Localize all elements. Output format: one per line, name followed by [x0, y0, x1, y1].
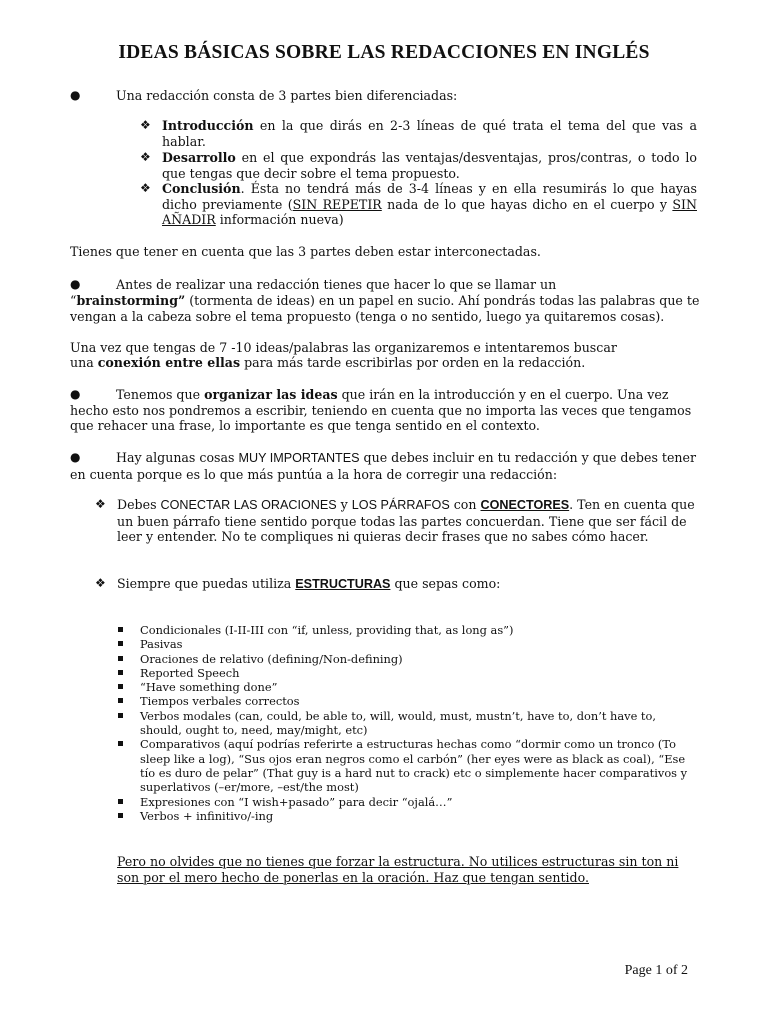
square-bullet-icon — [118, 684, 123, 689]
diamond-bullet-icon: ❖ — [95, 497, 106, 511]
paragraph-text: con — [449, 497, 481, 512]
paragraph-text: Hay algunas cosas — [116, 450, 239, 465]
list-item: Condicionales (I-II-III con “if, unless, providing that, as long as”) — [118, 623, 688, 637]
paragraph-organize — [70, 387, 700, 434]
diamond-bullet-icon: ❖ — [140, 118, 151, 132]
paragraph-text: que sepas como: — [390, 576, 501, 591]
paragraph-parts-intro: Una redacción consta de 3 partes bien diferenciadas: — [116, 88, 458, 103]
part-label: Introducción — [162, 118, 254, 133]
paragraph-brainstorm — [70, 293, 700, 324]
caps-text: CONECTAR LAS ORACIONES — [160, 498, 337, 512]
part-text: nada de lo que hayas dicho en el cuerpo y — [381, 196, 673, 212]
part-introduccion — [162, 118, 697, 149]
bold-underlined-term: CONECTORES — [480, 498, 570, 512]
square-bullet-icon — [118, 627, 123, 632]
part-desarrollo — [162, 150, 697, 181]
list-item: “Have something done” — [118, 680, 688, 694]
bullet-dot: ● — [70, 88, 81, 102]
paragraph-connection — [70, 355, 700, 371]
square-bullet-icon — [118, 799, 123, 804]
diamond-bullet-icon: ❖ — [140, 181, 151, 195]
bullet-dot: ● — [70, 277, 81, 291]
list-item: Oraciones de relativo (defining/Non-defining) — [118, 652, 688, 666]
list-item: Expresiones con “I wish+pasado” para decir “ojalá…” — [118, 795, 688, 809]
part-text: información nueva) — [215, 212, 344, 228]
bold-term: organizar las ideas — [204, 387, 338, 402]
diamond-bullet-icon: ❖ — [140, 150, 151, 164]
page-number: Page 1 of 2 — [624, 963, 688, 978]
underlined-text: SIN REPETIR — [292, 196, 382, 212]
list-item: Verbos + infinitivo/-ing — [118, 809, 688, 823]
diamond-bullet-icon: ❖ — [95, 576, 106, 590]
paragraph-text: Debes — [117, 497, 161, 512]
paragraph-text: (tormenta de ideas) en un papel en sucio. Ahí pondrás todas las palabras que te vengan a la cabeza sobre el tema propuesto (tenga o no sentido, luego ya quitaremos cosas). — [70, 293, 700, 324]
document-title: IDEAS BÁSICAS SOBRE LAS REDACCIONES EN INGLÉS — [118, 42, 650, 63]
square-bullet-icon — [118, 698, 123, 703]
list-item: Pasivas — [118, 637, 688, 651]
bold-underlined-term: ESTRUCTURAS — [295, 577, 391, 591]
square-bullet-icon — [118, 713, 123, 718]
paragraph-connectors — [117, 497, 697, 545]
list-item: Verbos modales (can, could, be able to, will, would, must, mustn’t, have to, don’t have to, should, ought to, need, may/might, etc) — [118, 709, 688, 738]
paragraph-structures — [117, 576, 697, 593]
paragraph-text: una — [70, 355, 98, 370]
paragraph-text: y — [336, 497, 352, 512]
bullet-dot: ● — [70, 387, 81, 401]
square-bullet-icon — [118, 656, 123, 661]
paragraph-ideas-count: Una vez que tengas de 7 -10 ideas/palabras las organizaremos e intentaremos buscar — [70, 340, 617, 355]
paragraph-text: para más tarde escribirlas por orden en la redacción. — [240, 355, 586, 370]
bold-term: conexión entre ellas — [97, 355, 241, 370]
list-item: Comparativos (aquí podrías referirte a estructuras hechas como “dormir como un tronco (To sleep like a log), “Sus ojos eran negros como el carbón” (her eyes were as black as coal), “Ese tío es duro de pelar” (That guy is a hard nut to crack) etc o simplemente hacer comparativos y superlativos (–er/more, –est/the most) — [118, 737, 688, 794]
bold-term: brainstorming” — [76, 293, 186, 308]
paragraph-important — [70, 450, 700, 482]
structures-list — [118, 623, 688, 823]
underlined-text: SIN AÑADIR — [162, 196, 697, 228]
part-text: en el que expondrás las ventajas/desventajas, pros/contras, o todo lo que tengas que decir sobre el tema propuesto. — [162, 150, 697, 181]
paragraph-text: . Ten en cuenta que un buen párrafo tiene sentido porque todas las partes concuerdan. Tiene que ser fácil de leer y entender. No te compliques ni quieras decir frases que no sabes cómo hacer. — [117, 497, 695, 545]
paragraph-interconnect: Tienes que tener en cuenta que las 3 partes deben estar interconectadas. — [70, 244, 541, 259]
quote-mark: “ — [70, 293, 77, 308]
paragraph-text: Siempre que puedas utiliza — [117, 576, 296, 591]
part-label: Desarrollo — [162, 150, 236, 165]
part-label: Conclusión — [162, 181, 241, 196]
part-text: . Ésta no tendrá más de 3-4 líneas y en ella resumirás lo que hayas dicho previamente ( — [162, 181, 697, 212]
square-bullet-icon — [118, 741, 123, 746]
caps-text: MUY IMPORTANTES — [238, 451, 360, 465]
square-bullet-icon — [118, 813, 123, 818]
paragraph-text: que debes incluir en tu redacción y que debes tener en cuenta porque es lo que más puntúa a la hora de corregir una redacción: — [70, 450, 697, 482]
part-conclusion — [162, 181, 697, 228]
square-bullet-icon — [118, 670, 123, 675]
list-item: Tiempos verbales correctos — [118, 694, 688, 708]
list-item: Reported Speech — [118, 666, 688, 680]
paragraph-text: Tenemos que — [116, 387, 205, 402]
square-bullet-icon — [118, 641, 123, 646]
bullet-dot: ● — [70, 450, 81, 464]
paragraph-text: que irán en la introducción y en el cuerpo. Una vez hecho esto nos pondremos a escribir, teniendo en cuenta que no importa las veces que tengamos que rehacer una frase, lo importante es que tenga sentido en el contexto. — [70, 387, 692, 434]
paragraph-brainstorm-lead: Antes de realizar una redacción tienes que hacer lo que se llamar un — [116, 277, 557, 292]
caps-text: LOS PÁRRAFOS — [351, 498, 450, 512]
closing-note: Pero no olvides que no tienes que forzar la estructura. No utilices estructuras sin ton ni son por el mero hecho de ponerlas en la oración. Haz que tengan sentido. — [117, 854, 679, 885]
part-text: en la que dirás en 2-3 líneas de qué trata el tema del que vas a hablar. — [162, 118, 697, 149]
